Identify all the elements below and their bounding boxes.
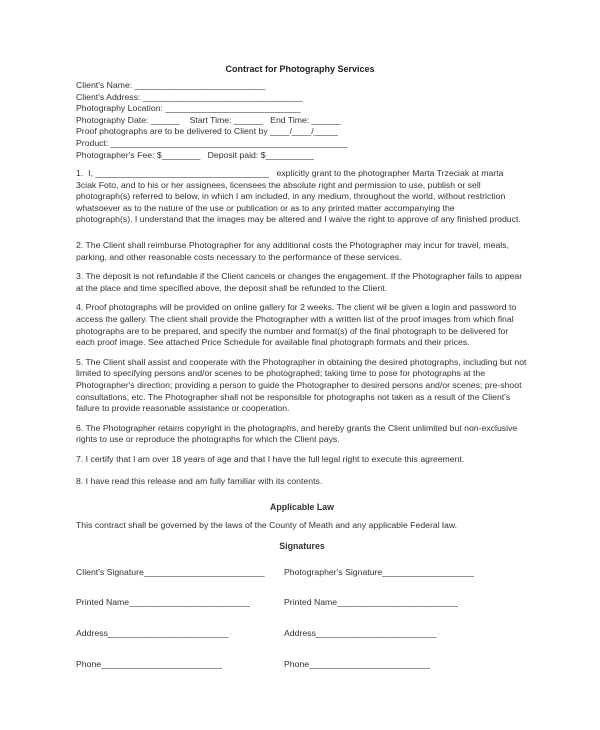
client-address-field: Client's Address: _________________________________ xyxy=(76,91,303,102)
clause-3: 3. The deposit is not refundable if the Client cancels or changes the engagement. If the Photographer fails to appear at the place and time specified above, the deposit shall be refunded to the Client. xyxy=(76,271,523,293)
header-fields xyxy=(76,80,348,161)
photography-date-field: Photography Date: ______ Start Time: ______ End Time: ______ xyxy=(76,114,341,125)
client-address-line: Address_________________________ xyxy=(76,628,229,638)
clause-2: 2. The Client shall reimburse Photographer for any additional costs the Photographer may incur for travel, meals, parking, and other reasonable costs necessary to the performance of these services. xyxy=(76,239,509,262)
clause-5: 5. The Client shall assist and cooperate with the Photographer in obtaining the desired photographs, including but not limited to specifying persons and/or scenes to be photographed; taking time to pose for photographs at the Photographer's direction; providing a person to guide the Photographer to desired persons and/or scenes; pre-shoot consultations, etc. The Photographer shall not be responsible for photographs not taken as a result of the Client's failure to provide reasonable assistance or cooperation. xyxy=(76,356,527,414)
client-printed-name-line: Printed Name_________________________ xyxy=(76,597,250,607)
contract-body xyxy=(76,168,528,553)
proof-delivery-field: Proof photographs are to be delivered to Client by ____/____/_____ xyxy=(76,126,338,137)
product-field: Product: _________________________________________________ xyxy=(76,137,348,148)
clause-7: 7. I certify that I am over 18 years of age and that I have the full legal right to execute this agreement. xyxy=(76,453,465,464)
client-signature-line: Client's Signature_________________________ xyxy=(76,567,265,577)
clause-6: 6. The Photographer retains copyright in the photographs, and hereby grants the Client unlimited but non-exclusive rights to use or reproduce the photographs for which the Client pays. xyxy=(76,422,518,445)
client-phone-line: Phone_________________________ xyxy=(76,659,222,669)
photography-location-field: Photography Location: ____________________________ xyxy=(76,103,301,114)
fee-field: Photographer's Fee: $________ Deposit paid: $__________ xyxy=(76,149,314,160)
photographer-address-line: Address_________________________ xyxy=(284,628,437,638)
signatures-heading: Signatures xyxy=(279,541,325,552)
document-title: Contract for Photography Services xyxy=(225,64,375,74)
photographer-signature-line: Photographer's Signature___________________ xyxy=(284,567,475,577)
applicable-law-text: This contract shall be governed by the laws of the County of Meath and any applicable Federal law. xyxy=(76,519,458,530)
photographer-printed-name-line: Printed Name_________________________ xyxy=(284,597,458,607)
clause-8: 8. I have read this release and am fully familiar with its contents. xyxy=(76,476,323,487)
clause-4: 4. Proof photographs will be provided on online gallery for 2 weeks. The client wil be given a login and password to access the gallery. The client shall provide the Photographer with a written list of the proof images from which final photographs are to be prepared, and specify the number and format(s) of the final photograph to be delivered for each proof image. See attached Price Schedule for available final photograph formats and their prices. xyxy=(76,302,517,348)
client-name-field: Client's Name: ___________________________ xyxy=(76,80,266,90)
photographer-phone-line: Phone_________________________ xyxy=(284,659,430,669)
applicable-law-heading: Applicable Law xyxy=(269,502,335,513)
clause-1: 1. I, ____________________________________ explicitly grant to the photographer Marta Trzeciak at marta 3ciak Foto, and to his or her assignees, licensees the absolute right and permission to use, publish or sell photograph(s) referred to below, in which I am included, in any medium, throughout the world, without restriction whatsoever as to the nature of the use or publication or as to any printed matter accompanying the photograph(s). I understand that the images may be altered and I waive the right to approve of any finished product. xyxy=(76,168,521,225)
